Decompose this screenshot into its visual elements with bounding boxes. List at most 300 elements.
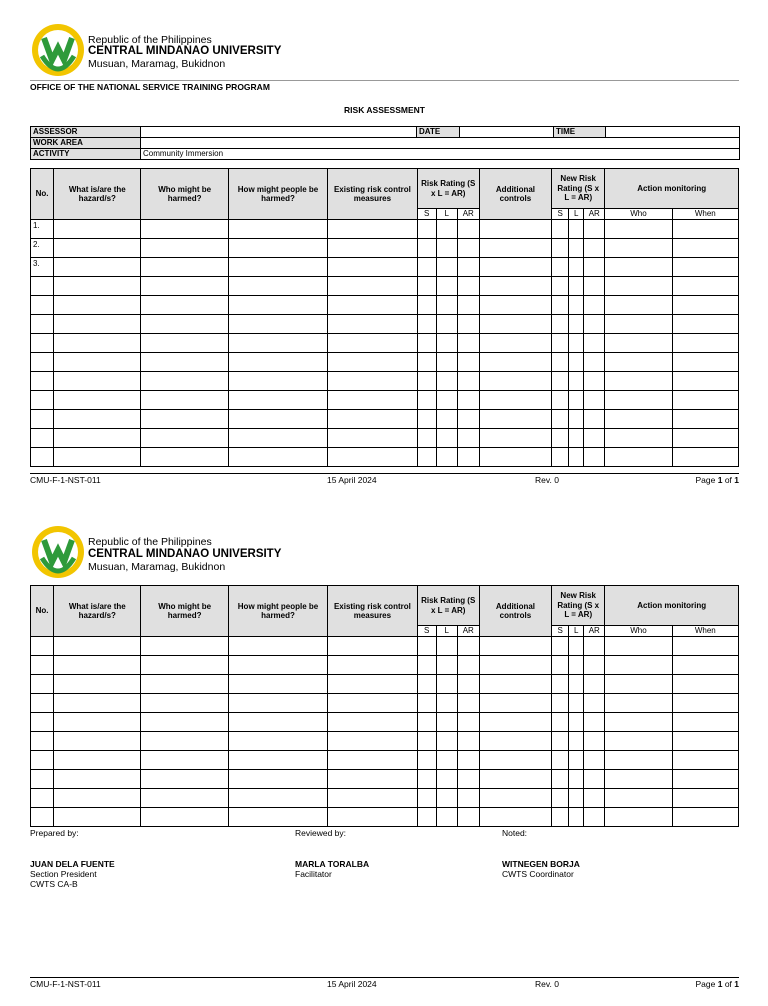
table-cell[interactable]: [479, 732, 551, 751]
table-cell[interactable]: [584, 448, 605, 467]
table-cell[interactable]: [328, 751, 417, 770]
table-cell[interactable]: [479, 277, 551, 296]
table-cell[interactable]: [228, 277, 327, 296]
table-cell[interactable]: [584, 429, 605, 448]
table-cell[interactable]: [436, 448, 457, 467]
table-cell[interactable]: [569, 675, 584, 694]
table-cell[interactable]: [436, 808, 457, 827]
table-cell[interactable]: [605, 751, 672, 770]
table-cell[interactable]: [417, 353, 436, 372]
table-cell[interactable]: [569, 789, 584, 808]
table-cell[interactable]: [228, 258, 327, 277]
table-cell[interactable]: [552, 808, 569, 827]
table-cell[interactable]: [605, 694, 672, 713]
table-cell[interactable]: [584, 732, 605, 751]
table-cell[interactable]: [141, 732, 228, 751]
table-cell[interactable]: [228, 770, 327, 789]
table-cell[interactable]: [141, 656, 228, 675]
table-cell[interactable]: [141, 694, 228, 713]
table-cell[interactable]: [328, 675, 417, 694]
table-cell[interactable]: [457, 391, 479, 410]
row-number-cell[interactable]: [31, 808, 54, 827]
table-cell[interactable]: [584, 334, 605, 353]
table-cell[interactable]: [457, 732, 479, 751]
table-cell[interactable]: [672, 808, 738, 827]
assessor-field[interactable]: [141, 127, 417, 138]
table-cell[interactable]: [457, 334, 479, 353]
table-cell[interactable]: [54, 713, 141, 732]
table-cell[interactable]: [436, 334, 457, 353]
table-cell[interactable]: [584, 372, 605, 391]
table-cell[interactable]: [479, 637, 551, 656]
table-cell[interactable]: [672, 656, 738, 675]
table-cell[interactable]: [417, 789, 436, 808]
table-cell[interactable]: [584, 751, 605, 770]
table-cell[interactable]: [436, 751, 457, 770]
table-cell[interactable]: [417, 713, 436, 732]
table-cell[interactable]: [54, 410, 141, 429]
table-cell[interactable]: [569, 391, 584, 410]
table-cell[interactable]: [436, 315, 457, 334]
row-number-cell[interactable]: 2.: [31, 239, 54, 258]
table-cell[interactable]: [417, 448, 436, 467]
table-cell[interactable]: [552, 353, 569, 372]
table-cell[interactable]: [54, 429, 141, 448]
table-cell[interactable]: [605, 410, 672, 429]
table-cell[interactable]: [584, 675, 605, 694]
table-cell[interactable]: [436, 770, 457, 789]
table-cell[interactable]: [436, 732, 457, 751]
table-cell[interactable]: [328, 770, 417, 789]
table-cell[interactable]: [584, 410, 605, 429]
table-cell[interactable]: [417, 220, 436, 239]
table-cell[interactable]: [584, 713, 605, 732]
table-cell[interactable]: [436, 296, 457, 315]
table-cell[interactable]: [141, 410, 228, 429]
table-cell[interactable]: [672, 239, 738, 258]
table-cell[interactable]: [569, 732, 584, 751]
table-cell[interactable]: [457, 656, 479, 675]
table-cell[interactable]: [328, 391, 417, 410]
table-cell[interactable]: [552, 732, 569, 751]
table-cell[interactable]: [436, 277, 457, 296]
table-cell[interactable]: [569, 220, 584, 239]
table-cell[interactable]: [417, 391, 436, 410]
table-cell[interactable]: [328, 694, 417, 713]
table-cell[interactable]: [417, 410, 436, 429]
row-number-cell[interactable]: [31, 732, 54, 751]
table-cell[interactable]: [605, 334, 672, 353]
table-cell[interactable]: [479, 391, 551, 410]
table-cell[interactable]: [328, 220, 417, 239]
table-cell[interactable]: [605, 372, 672, 391]
row-number-cell[interactable]: [31, 410, 54, 429]
table-cell[interactable]: [605, 429, 672, 448]
table-cell[interactable]: [228, 372, 327, 391]
table-cell[interactable]: [479, 353, 551, 372]
table-cell[interactable]: [479, 448, 551, 467]
table-cell[interactable]: [605, 391, 672, 410]
table-cell[interactable]: [228, 808, 327, 827]
row-number-cell[interactable]: [31, 429, 54, 448]
table-cell[interactable]: [54, 334, 141, 353]
table-cell[interactable]: [54, 637, 141, 656]
table-cell[interactable]: [552, 751, 569, 770]
table-cell[interactable]: [569, 770, 584, 789]
table-cell[interactable]: [54, 239, 141, 258]
table-cell[interactable]: [479, 694, 551, 713]
table-cell[interactable]: [672, 220, 738, 239]
row-number-cell[interactable]: [31, 694, 54, 713]
table-cell[interactable]: [479, 315, 551, 334]
table-cell[interactable]: [228, 334, 327, 353]
table-cell[interactable]: [417, 296, 436, 315]
table-cell[interactable]: [54, 258, 141, 277]
table-cell[interactable]: [328, 353, 417, 372]
table-cell[interactable]: [436, 429, 457, 448]
table-cell[interactable]: [54, 694, 141, 713]
table-cell[interactable]: [605, 770, 672, 789]
row-number-cell[interactable]: 1.: [31, 220, 54, 239]
table-cell[interactable]: [328, 429, 417, 448]
table-cell[interactable]: [228, 353, 327, 372]
table-cell[interactable]: [605, 808, 672, 827]
row-number-cell[interactable]: [31, 770, 54, 789]
table-cell[interactable]: [584, 315, 605, 334]
table-cell[interactable]: [569, 448, 584, 467]
row-number-cell[interactable]: [31, 656, 54, 675]
table-cell[interactable]: [141, 258, 228, 277]
table-cell[interactable]: [552, 789, 569, 808]
table-cell[interactable]: [605, 258, 672, 277]
table-cell[interactable]: [436, 410, 457, 429]
table-cell[interactable]: [328, 789, 417, 808]
table-cell[interactable]: [54, 675, 141, 694]
table-cell[interactable]: [228, 637, 327, 656]
table-cell[interactable]: [228, 675, 327, 694]
table-cell[interactable]: [141, 353, 228, 372]
table-cell[interactable]: [457, 448, 479, 467]
table-cell[interactable]: [552, 315, 569, 334]
table-cell[interactable]: [479, 789, 551, 808]
table-cell[interactable]: [54, 315, 141, 334]
table-cell[interactable]: [436, 675, 457, 694]
table-cell[interactable]: [228, 220, 327, 239]
table-cell[interactable]: [54, 448, 141, 467]
table-cell[interactable]: [141, 448, 228, 467]
table-cell[interactable]: [584, 296, 605, 315]
table-cell[interactable]: [457, 220, 479, 239]
row-number-cell[interactable]: [31, 751, 54, 770]
table-cell[interactable]: [552, 258, 569, 277]
table-cell[interactable]: [436, 713, 457, 732]
table-cell[interactable]: [479, 808, 551, 827]
table-cell[interactable]: [54, 656, 141, 675]
table-cell[interactable]: [479, 429, 551, 448]
table-cell[interactable]: [328, 296, 417, 315]
table-cell[interactable]: [479, 675, 551, 694]
table-cell[interactable]: [436, 258, 457, 277]
table-cell[interactable]: [672, 789, 738, 808]
table-cell[interactable]: [672, 448, 738, 467]
table-cell[interactable]: [417, 770, 436, 789]
table-cell[interactable]: [672, 770, 738, 789]
table-cell[interactable]: [569, 315, 584, 334]
table-cell[interactable]: [328, 277, 417, 296]
table-cell[interactable]: [569, 713, 584, 732]
table-cell[interactable]: [141, 713, 228, 732]
table-cell[interactable]: [605, 732, 672, 751]
table-cell[interactable]: [436, 391, 457, 410]
row-number-cell[interactable]: [31, 277, 54, 296]
table-cell[interactable]: [479, 713, 551, 732]
row-number-cell[interactable]: [31, 334, 54, 353]
table-cell[interactable]: [141, 808, 228, 827]
table-cell[interactable]: [552, 391, 569, 410]
table-cell[interactable]: [569, 656, 584, 675]
table-cell[interactable]: [141, 751, 228, 770]
table-cell[interactable]: [569, 637, 584, 656]
table-cell[interactable]: [141, 296, 228, 315]
table-cell[interactable]: [228, 751, 327, 770]
table-cell[interactable]: [457, 296, 479, 315]
table-cell[interactable]: [328, 410, 417, 429]
table-cell[interactable]: [328, 239, 417, 258]
table-cell[interactable]: [457, 751, 479, 770]
table-cell[interactable]: [54, 353, 141, 372]
table-cell[interactable]: [54, 296, 141, 315]
table-cell[interactable]: [141, 391, 228, 410]
table-cell[interactable]: [141, 239, 228, 258]
table-cell[interactable]: [436, 353, 457, 372]
row-number-cell[interactable]: [31, 789, 54, 808]
table-cell[interactable]: [328, 656, 417, 675]
table-cell[interactable]: [552, 656, 569, 675]
table-cell[interactable]: [54, 220, 141, 239]
table-cell[interactable]: [584, 277, 605, 296]
table-cell[interactable]: [605, 637, 672, 656]
table-cell[interactable]: [552, 637, 569, 656]
table-cell[interactable]: [436, 789, 457, 808]
table-cell[interactable]: [228, 410, 327, 429]
table-cell[interactable]: [479, 410, 551, 429]
table-cell[interactable]: [457, 713, 479, 732]
table-cell[interactable]: [672, 732, 738, 751]
table-cell[interactable]: [141, 429, 228, 448]
table-cell[interactable]: [584, 258, 605, 277]
table-cell[interactable]: [457, 429, 479, 448]
row-number-cell[interactable]: 3.: [31, 258, 54, 277]
table-cell[interactable]: [552, 694, 569, 713]
table-cell[interactable]: [54, 808, 141, 827]
table-cell[interactable]: [479, 239, 551, 258]
table-cell[interactable]: [457, 239, 479, 258]
table-cell[interactable]: [605, 239, 672, 258]
table-cell[interactable]: [141, 372, 228, 391]
table-cell[interactable]: [328, 334, 417, 353]
table-cell[interactable]: [228, 694, 327, 713]
table-cell[interactable]: [672, 353, 738, 372]
table-cell[interactable]: [417, 372, 436, 391]
table-cell[interactable]: [328, 448, 417, 467]
table-cell[interactable]: [552, 239, 569, 258]
table-cell[interactable]: [552, 713, 569, 732]
table-cell[interactable]: [228, 315, 327, 334]
table-cell[interactable]: [552, 296, 569, 315]
table-cell[interactable]: [228, 239, 327, 258]
table-cell[interactable]: [141, 315, 228, 334]
table-cell[interactable]: [479, 656, 551, 675]
table-cell[interactable]: [569, 334, 584, 353]
table-cell[interactable]: [417, 656, 436, 675]
table-cell[interactable]: [417, 315, 436, 334]
table-cell[interactable]: [328, 258, 417, 277]
table-cell[interactable]: [569, 429, 584, 448]
table-cell[interactable]: [672, 315, 738, 334]
table-cell[interactable]: [672, 372, 738, 391]
table-cell[interactable]: [141, 334, 228, 353]
table-cell[interactable]: [672, 277, 738, 296]
table-cell[interactable]: [584, 694, 605, 713]
table-cell[interactable]: [228, 391, 327, 410]
table-cell[interactable]: [141, 220, 228, 239]
table-cell[interactable]: [457, 808, 479, 827]
table-cell[interactable]: [457, 637, 479, 656]
table-cell[interactable]: [569, 296, 584, 315]
table-cell[interactable]: [141, 675, 228, 694]
table-cell[interactable]: [54, 391, 141, 410]
table-cell[interactable]: [584, 353, 605, 372]
table-cell[interactable]: [479, 770, 551, 789]
table-cell[interactable]: [552, 277, 569, 296]
table-cell[interactable]: [672, 713, 738, 732]
table-cell[interactable]: [552, 372, 569, 391]
table-cell[interactable]: [54, 789, 141, 808]
table-cell[interactable]: [605, 713, 672, 732]
table-cell[interactable]: [605, 296, 672, 315]
table-cell[interactable]: [479, 372, 551, 391]
table-cell[interactable]: [457, 277, 479, 296]
table-cell[interactable]: [417, 694, 436, 713]
table-cell[interactable]: [605, 353, 672, 372]
table-cell[interactable]: [672, 334, 738, 353]
table-cell[interactable]: [605, 448, 672, 467]
table-cell[interactable]: [552, 448, 569, 467]
table-cell[interactable]: [436, 372, 457, 391]
table-cell[interactable]: [328, 808, 417, 827]
row-number-cell[interactable]: [31, 296, 54, 315]
row-number-cell[interactable]: [31, 675, 54, 694]
table-cell[interactable]: [672, 675, 738, 694]
table-cell[interactable]: [457, 789, 479, 808]
table-cell[interactable]: [552, 220, 569, 239]
table-cell[interactable]: [228, 429, 327, 448]
table-cell[interactable]: [141, 770, 228, 789]
table-cell[interactable]: [672, 751, 738, 770]
table-cell[interactable]: [569, 694, 584, 713]
table-cell[interactable]: [54, 277, 141, 296]
table-cell[interactable]: [228, 656, 327, 675]
table-cell[interactable]: [584, 239, 605, 258]
table-cell[interactable]: [569, 277, 584, 296]
table-cell[interactable]: [457, 353, 479, 372]
table-cell[interactable]: [605, 220, 672, 239]
table-cell[interactable]: [605, 315, 672, 334]
time-field[interactable]: [606, 127, 740, 138]
table-cell[interactable]: [436, 656, 457, 675]
table-cell[interactable]: [417, 732, 436, 751]
table-cell[interactable]: [417, 239, 436, 258]
date-field[interactable]: [460, 127, 554, 138]
table-cell[interactable]: [479, 258, 551, 277]
table-cell[interactable]: [457, 675, 479, 694]
table-cell[interactable]: [328, 732, 417, 751]
table-cell[interactable]: [457, 372, 479, 391]
table-cell[interactable]: [552, 429, 569, 448]
table-cell[interactable]: [141, 789, 228, 808]
row-number-cell[interactable]: [31, 391, 54, 410]
table-cell[interactable]: [584, 789, 605, 808]
table-cell[interactable]: [328, 372, 417, 391]
table-cell[interactable]: [672, 410, 738, 429]
table-cell[interactable]: [417, 751, 436, 770]
table-cell[interactable]: [457, 770, 479, 789]
table-cell[interactable]: [569, 410, 584, 429]
table-cell[interactable]: [54, 751, 141, 770]
table-cell[interactable]: [552, 770, 569, 789]
table-cell[interactable]: [569, 808, 584, 827]
table-cell[interactable]: [436, 694, 457, 713]
table-cell[interactable]: [417, 637, 436, 656]
table-cell[interactable]: [417, 277, 436, 296]
table-cell[interactable]: [417, 429, 436, 448]
row-number-cell[interactable]: [31, 353, 54, 372]
row-number-cell[interactable]: [31, 637, 54, 656]
table-cell[interactable]: [228, 296, 327, 315]
activity-field[interactable]: Community Immersion: [141, 149, 740, 160]
table-cell[interactable]: [584, 391, 605, 410]
table-cell[interactable]: [569, 258, 584, 277]
table-cell[interactable]: [228, 448, 327, 467]
table-cell[interactable]: [328, 713, 417, 732]
table-cell[interactable]: [417, 675, 436, 694]
table-cell[interactable]: [672, 391, 738, 410]
table-cell[interactable]: [141, 637, 228, 656]
table-cell[interactable]: [569, 372, 584, 391]
table-cell[interactable]: [457, 258, 479, 277]
table-cell[interactable]: [605, 789, 672, 808]
table-cell[interactable]: [417, 808, 436, 827]
table-cell[interactable]: [569, 353, 584, 372]
table-cell[interactable]: [479, 296, 551, 315]
table-cell[interactable]: [605, 277, 672, 296]
table-cell[interactable]: [141, 277, 228, 296]
row-number-cell[interactable]: [31, 448, 54, 467]
table-cell[interactable]: [584, 808, 605, 827]
row-number-cell[interactable]: [31, 372, 54, 391]
table-cell[interactable]: [584, 656, 605, 675]
table-cell[interactable]: [457, 315, 479, 334]
table-cell[interactable]: [328, 315, 417, 334]
table-cell[interactable]: [552, 675, 569, 694]
table-cell[interactable]: [569, 239, 584, 258]
table-cell[interactable]: [584, 637, 605, 656]
table-cell[interactable]: [605, 675, 672, 694]
table-cell[interactable]: [417, 258, 436, 277]
row-number-cell[interactable]: [31, 315, 54, 334]
table-cell[interactable]: [54, 732, 141, 751]
table-cell[interactable]: [479, 220, 551, 239]
